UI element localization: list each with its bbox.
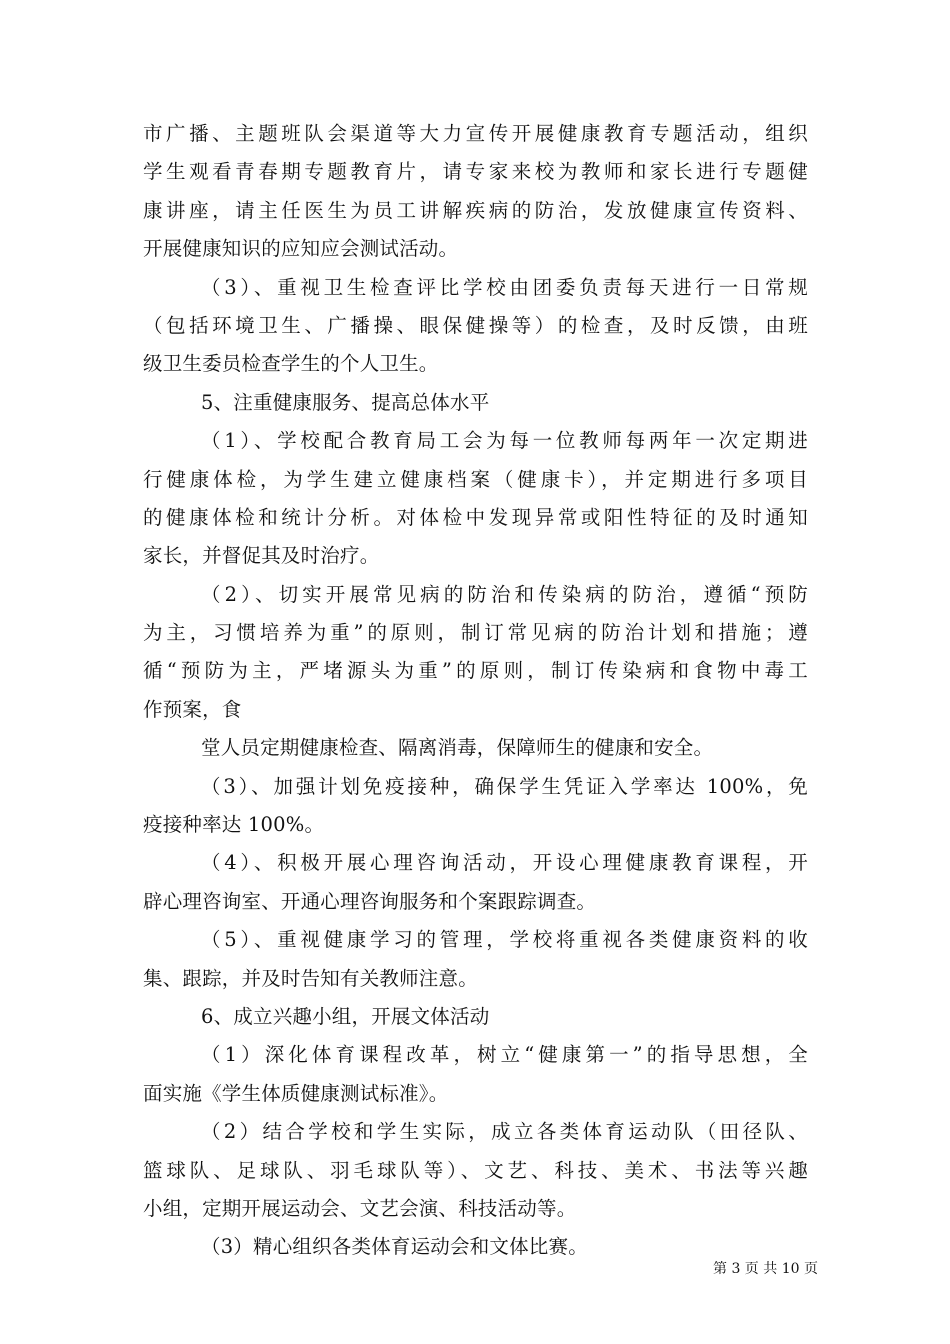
text-line: 级卫生委员检查学生的个人卫生。 [143,352,439,376]
text-line: （3）精心组织各类体育运动会和文体比赛。 [201,1235,588,1259]
text-line: （3）、加强计划免疫接种，确保学生凭证入学率达 100%，免 [201,774,808,798]
text-line: （4）、积极开展心理咨询活动，开设心理健康教育课程，开 [201,851,808,875]
text-line: 小组，定期开展运动会、文艺会演、科技活动等。 [143,1196,577,1220]
section-heading: 6、成立兴趣小组，开展文体活动 [201,1004,490,1028]
text-line: 市广播、主题班队会渠道等大力宣传开展健康教育专题活动，组织 [143,122,808,145]
body-text [143,115,808,1267]
section-heading: 5、注重健康服务、提高总体水平 [201,390,490,414]
text-line: 学生观看青春期专题教育片，请专家来校为教师和家长进行专题健 [143,160,808,184]
text-line: 辟心理咨询室、开通心理咨询服务和个案跟踪调查。 [143,889,597,913]
text-line: （1）、学校配合教育局工会为每一位教师每两年一次定期进 [201,429,808,453]
text-line: 开展健康知识的应知应会测试活动。 [143,237,459,261]
text-line: 集、跟踪，并及时告知有关教师注意。 [143,966,478,990]
page-number: 第 3 页 共 10 页 [713,1261,818,1277]
text-line: 为主，习惯培养为重”的原则，制订常见病的防治计划和措施；遵 [143,621,808,645]
text-line: 康讲座，请主任医生为员工讲解疾病的防治，发放健康宣传资料、 [143,198,808,222]
text-line: 家长，并督促其及时治疗。 [143,544,380,568]
text-line: （5）、重视健康学习的管理，学校将重视各类健康资料的收 [201,928,808,952]
text-line: 堂人员定期健康检查、隔离消毒，保障师生的健康和安全。 [201,736,714,760]
text-line: （2）结合学校和学生实际，成立各类体育运动队（田径队、 [201,1120,808,1144]
text-line: 篮球队、足球队、羽毛球队等）、文艺、科技、美术、书法等兴趣 [143,1158,808,1182]
text-line: 的健康体检和统计分析。对体检中发现异常或阳性特征的及时通知 [143,505,808,529]
text-line: 行健康体检，为学生建立健康档案（健康卡），并定期进行多项目 [143,467,808,491]
text-line: （3）、重视卫生检查评比学校由团委负责每天进行一日常规 [201,275,808,299]
text-line: （2）、切实开展常见病的防治和传染病的防治，遵循“预防 [201,582,808,606]
text-line: 疫接种率达 100%。 [143,813,325,837]
text-line: （包括环境卫生、广播操、眼保健操等）的检查，及时反馈，由班 [143,313,808,337]
text-line: 循“预防为主，严堵源头为重”的原则，制订传染病和食物中毒工 [143,659,808,683]
text-line: （1）深化体育课程改革，树立“健康第一”的指导思想，全 [201,1043,808,1067]
text-line: 面实施《学生体质健康测试标准》。 [143,1081,449,1105]
text-line: 作预案，食 [143,697,242,721]
